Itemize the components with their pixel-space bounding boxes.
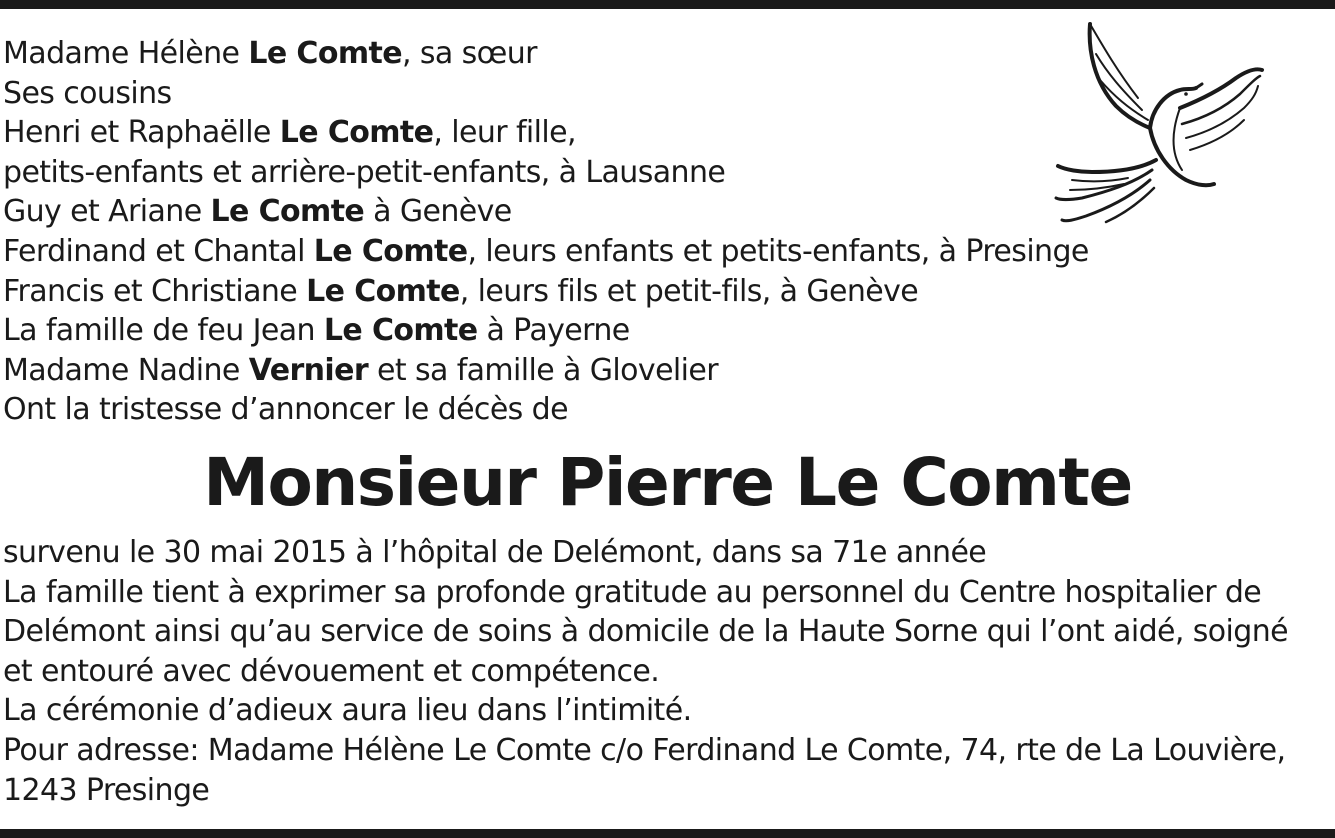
line-text: Ont la tristesse d’annoncer le décès de	[3, 392, 568, 428]
line-text: Guy et Ariane	[3, 194, 211, 230]
family-line	[3, 311, 1089, 351]
notice-body	[3, 533, 1335, 810]
announcement-line	[3, 390, 1089, 430]
line-text: petits-enfants et arrière-petit-enfants, à Lausanne	[3, 154, 726, 190]
family-list	[3, 34, 1089, 430]
line-text: Francis et Christiane	[3, 273, 307, 309]
surname: Le Comte	[323, 313, 478, 349]
line-text: , leurs fils et petit-fils, à Genève	[459, 273, 919, 309]
surname: Le Comte	[313, 233, 468, 269]
surname: Le Comte	[279, 115, 434, 151]
family-line	[3, 351, 1089, 391]
family-line	[3, 272, 1089, 312]
surname: Le Comte	[248, 36, 403, 71]
deceased-name: Monsieur Pierre Le Comte	[203, 444, 1132, 521]
body-line: survenu le 30 mai 2015 à l’hôpital de Delémont, dans sa 71e année	[3, 535, 987, 570]
line-text: Madame Nadine	[3, 352, 249, 388]
address-line: 1243 Presinge	[3, 772, 210, 808]
line-text: Henri et Raphaëlle	[3, 115, 280, 151]
bottom-rule	[0, 829, 1335, 838]
line-text: à Payerne	[477, 313, 630, 349]
family-line	[3, 113, 1089, 153]
line-text: , leur fille,	[433, 115, 576, 151]
surname: Vernier	[248, 352, 369, 388]
top-rule	[0, 0, 1335, 9]
surname: Le Comte	[210, 194, 365, 230]
family-line	[3, 34, 1089, 74]
line-text: et sa famille à Glovelier	[368, 352, 718, 388]
body-line: La famille tient à exprimer sa profonde gratitude au personnel du Centre hospitalier de	[3, 574, 1262, 610]
family-line	[3, 74, 1089, 114]
family-line	[3, 232, 1089, 272]
line-text: Ferdinand et Chantal	[3, 233, 314, 269]
line-text: , sa sœur	[402, 36, 537, 71]
line-text: , leurs enfants et petits-enfants, à Presinge	[467, 233, 1089, 269]
surname: Le Comte	[306, 273, 460, 309]
address-line: Pour adresse: Madame Hélène Le Comte c/o Ferdinand Le Comte, 74, rte de La Louvière,	[3, 732, 1286, 768]
body-line: et entouré avec dévouement et compétence.	[3, 653, 660, 689]
family-line	[3, 192, 1089, 232]
family-line	[3, 153, 1089, 193]
dove-icon	[1052, 20, 1267, 225]
line-text: La famille de feu Jean	[3, 313, 324, 349]
body-line: La cérémonie d’adieux aura lieu dans l’intimité.	[3, 693, 692, 729]
line-text: à Genève	[364, 194, 512, 230]
body-line: Delémont ainsi qu’au service de soins à domicile de la Haute Sorne qui l’ont aidé, soigné	[3, 614, 1288, 650]
line-text: Ses cousins	[3, 75, 172, 111]
line-text: Madame Hélène	[3, 36, 249, 71]
